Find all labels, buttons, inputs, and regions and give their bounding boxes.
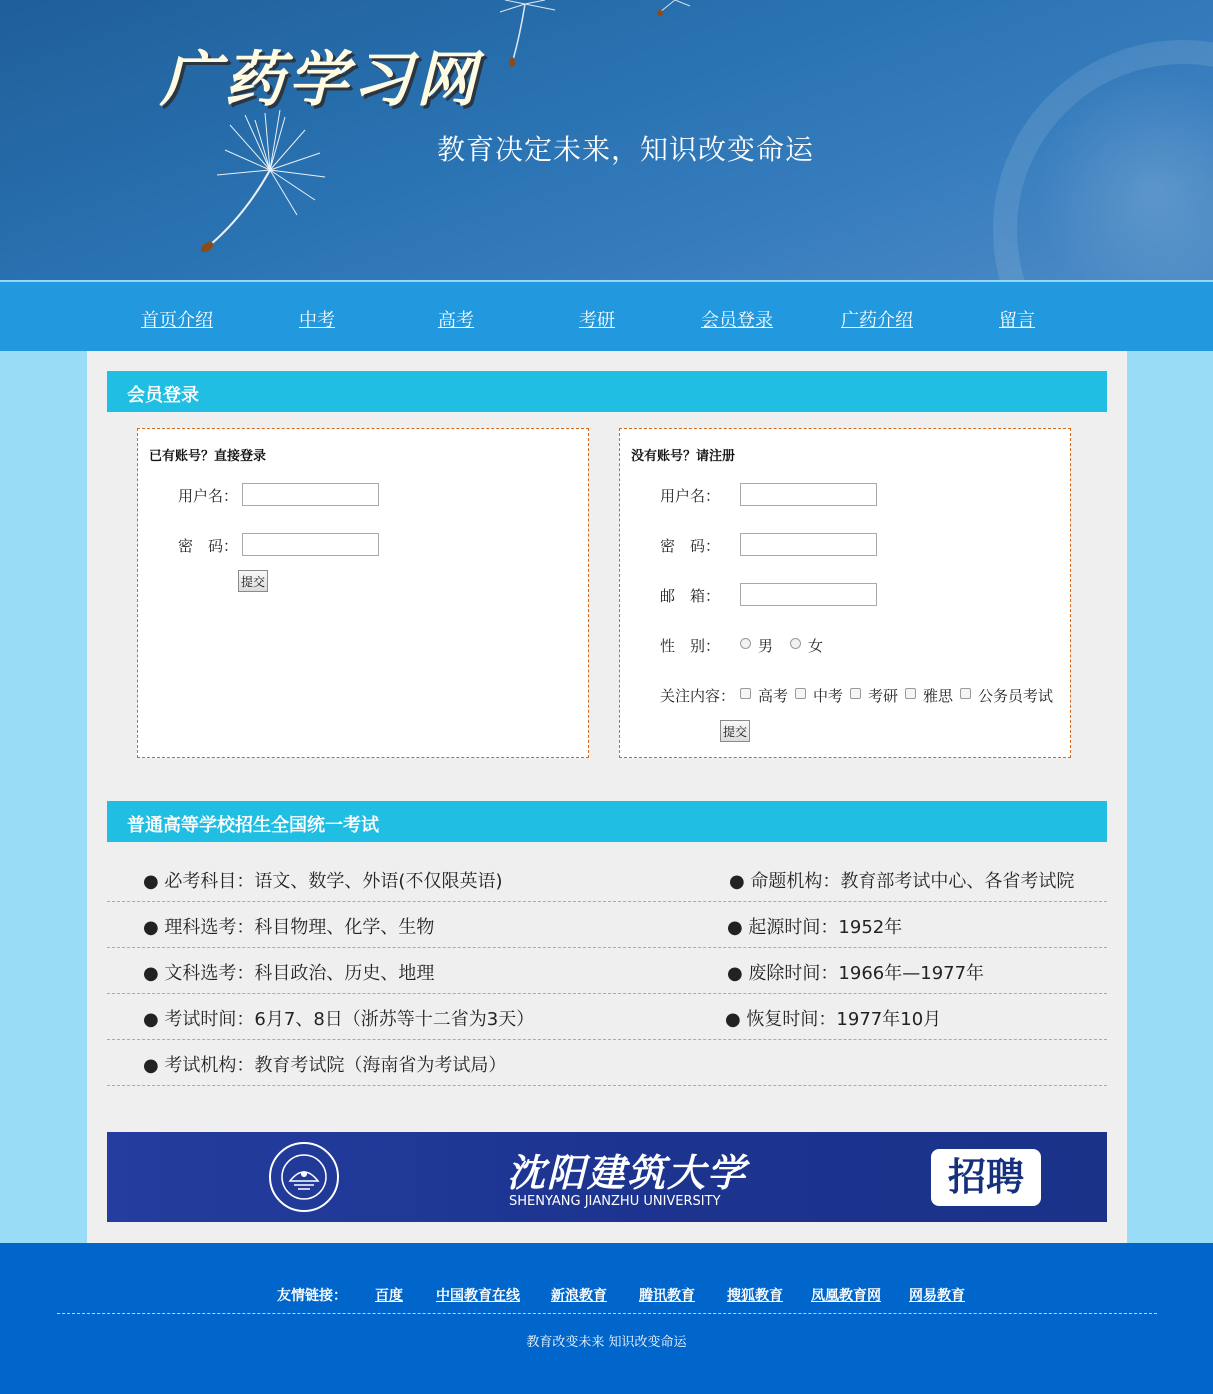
register-submit-button[interactable]: 提交: [720, 720, 750, 742]
info-row: [107, 948, 1107, 994]
dandelion-seed-tiny-icon: [650, 0, 700, 20]
friend-links-label: 友情链接：: [277, 1288, 347, 1304]
register-email-label: 邮 箱：: [660, 587, 721, 605]
info-right: ● 起源时间：1952年: [727, 917, 903, 938]
footer: [0, 1243, 1213, 1394]
friend-link-qq-edu[interactable]: 腾讯教育: [639, 1288, 695, 1304]
info-row: [107, 856, 1107, 902]
ad-recruit-badge: 招聘: [931, 1149, 1041, 1206]
register-username-label: 用户名：: [660, 487, 721, 505]
register-heading: 没有账号？请注册: [631, 449, 736, 464]
interest-zhongkao-checkbox[interactable]: [795, 688, 806, 699]
interest-ielts-checkbox[interactable]: [905, 688, 916, 699]
nav-link-gaokao[interactable]: 高考: [438, 310, 474, 331]
header-banner: [0, 0, 1213, 280]
gender-female-radio[interactable]: [790, 638, 801, 649]
interest-kaoyan-label: 考研: [868, 687, 899, 705]
friend-link-ifeng-edu[interactable]: 凤凰教育网: [811, 1288, 881, 1304]
info-left: ● 考试机构：教育考试院（海南省为考试局）: [143, 1055, 507, 1076]
interest-civil-service-checkbox[interactable]: [960, 688, 971, 699]
info-right: ● 恢复时间：1977年10月: [725, 1009, 942, 1030]
dandelion-seed-icon: [185, 105, 345, 265]
info-row: [107, 1040, 1107, 1086]
footer-copyright: 教育改变未来 知识改变命运: [526, 1335, 687, 1350]
ad-university-name: 沈阳建筑大学: [507, 1150, 748, 1195]
info-right: ● 废除时间：1966年—1977年: [727, 963, 985, 984]
nav-link-message[interactable]: 留言: [999, 310, 1035, 331]
gender-male-radio[interactable]: [740, 638, 751, 649]
register-email-input[interactable]: [740, 583, 877, 606]
login-username-label: 用户名：: [178, 487, 239, 505]
friend-link-baidu[interactable]: 百度: [375, 1288, 403, 1304]
info-left: ● 必考科目：语文、数学、外语(不仅限英语): [143, 871, 503, 892]
exam-section-title: 普通高等学校招生全国统一考试: [127, 815, 379, 836]
info-left: ● 考试时间：6月7、8日（浙苏等十二省为3天）: [143, 1009, 535, 1030]
exam-section-bar: [107, 801, 1107, 842]
nav-link-kaoyan[interactable]: 考研: [579, 310, 615, 331]
register-username-input[interactable]: [740, 483, 877, 506]
main-nav: [0, 281, 1213, 351]
friend-link-sohu-edu[interactable]: 搜狐教育: [727, 1288, 783, 1304]
login-submit-button[interactable]: 提交: [238, 570, 268, 592]
login-section-title: 会员登录: [127, 385, 199, 406]
gender-male-label: 男: [758, 637, 774, 655]
info-right: ● 命题机构：教育部考试中心、各省考试院: [729, 871, 1075, 892]
login-password-input[interactable]: [242, 533, 379, 556]
university-emblem-icon: [268, 1141, 340, 1213]
info-left: ● 理科选考：科目物理、化学、生物: [143, 917, 435, 938]
interest-gaokao-checkbox[interactable]: [740, 688, 751, 699]
friend-link-sina-edu[interactable]: 新浪教育: [551, 1288, 607, 1304]
interest-ielts-label: 雅思: [923, 687, 954, 705]
site-logo: 广药学习网: [160, 45, 480, 115]
nav-link-about[interactable]: 广药介绍: [841, 310, 913, 331]
friend-link-163-edu[interactable]: 网易教育: [909, 1288, 965, 1304]
friend-link-eol[interactable]: 中国教育在线: [436, 1288, 520, 1304]
interest-zhongkao-label: 中考: [813, 687, 844, 705]
info-row: [107, 994, 1107, 1040]
login-username-input[interactable]: [242, 483, 379, 506]
nav-link-home[interactable]: 首页介绍: [141, 310, 213, 331]
login-panel: [137, 428, 589, 758]
login-section-bar: [107, 371, 1107, 412]
register-panel: [619, 428, 1071, 758]
login-password-label: 密 码：: [178, 537, 239, 555]
footer-divider: [57, 1313, 1157, 1314]
info-row: [107, 902, 1107, 948]
interest-kaoyan-checkbox[interactable]: [850, 688, 861, 699]
register-password-label: 密 码：: [660, 537, 721, 555]
register-interest-label: 关注内容：: [660, 687, 736, 705]
dandelion-seed-small-icon: [495, 0, 575, 70]
gender-female-label: 女: [808, 637, 824, 655]
nav-link-member-login[interactable]: 会员登录: [701, 310, 773, 331]
interest-gaokao-label: 高考: [758, 687, 789, 705]
login-heading: 已有账号？直接登录: [149, 449, 267, 464]
nav-link-zhongkao[interactable]: 中考: [299, 310, 335, 331]
university-ad-banner[interactable]: [107, 1132, 1107, 1222]
site-slogan: 教育决定未来，知识改变命运: [437, 133, 815, 166]
interest-civil-service-label: 公务员考试: [978, 687, 1054, 705]
register-password-input[interactable]: [740, 533, 877, 556]
register-gender-label: 性 别：: [660, 637, 721, 655]
main-content: [87, 351, 1127, 1243]
info-left: ● 文科选考：科目政治、历史、地理: [143, 963, 435, 984]
ad-university-name-en: SHENYANG JIANZHU UNIVERSITY: [509, 1194, 721, 1209]
